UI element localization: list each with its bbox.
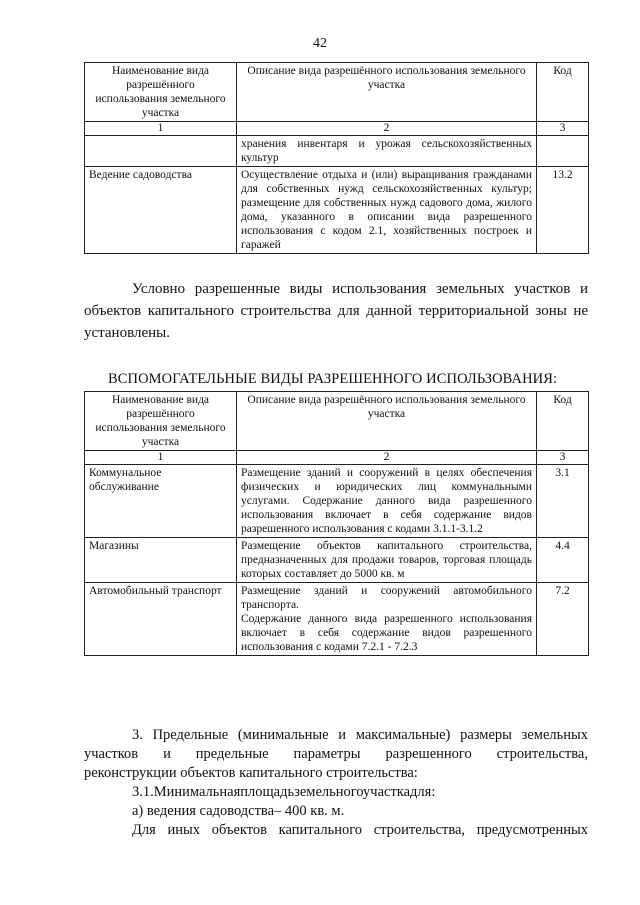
use-code [537, 136, 589, 167]
table-row [85, 583, 589, 656]
table-row [85, 136, 589, 167]
section-3-line: реконструкции объектов капитального строительства: [84, 765, 418, 781]
use-code: 13.2 [537, 167, 589, 254]
use-code: 4.4 [537, 538, 589, 583]
use-description: Размещение объектов капитального строительства, предназначенных для продажи товаров, торговая площадь которых составляет до 5000 кв. м [237, 538, 537, 583]
section-3-line: 3. Предельные (минимальные и максимальные) размеры земельных [132, 727, 588, 743]
table-row [85, 465, 589, 538]
column-number: 3 [537, 122, 589, 136]
column-number: 2 [237, 451, 537, 465]
section-3-line: 3.1.Минимальнаяплощадьземельногоучасткадля: [132, 784, 436, 800]
use-description [237, 583, 537, 656]
column-number: 3 [537, 451, 589, 465]
table-header-row [85, 63, 589, 122]
page-number: 42 [313, 36, 327, 51]
use-description-part: Размещение зданий и сооружений автомобильного транспорта. [241, 585, 532, 611]
header-name: Наименование вида разрешённого использования земельного участка [85, 63, 237, 122]
use-name: Коммунальное обслуживание [85, 465, 237, 538]
auxiliary-use-table [84, 391, 589, 656]
table-row [85, 538, 589, 583]
column-number-row [85, 122, 589, 136]
column-number-row [85, 451, 589, 465]
header-description: Описание вида разрешённого использования земельного участка [237, 392, 537, 451]
header-code: Код [537, 63, 589, 122]
section-3-line: а) ведения садоводства– 400 кв. м. [132, 803, 345, 819]
permitted-use-table [84, 62, 589, 254]
use-code: 7.2 [537, 583, 589, 656]
table-row [85, 167, 589, 254]
use-description-part: Содержание данного вида разрешенного использования включает в себя содержание видов разрешенного использования с кодами 7.2.1 - 7.2.3 [241, 613, 532, 653]
section-3-line: Для иных объектов капитального строительства, предусмотренных [132, 822, 588, 838]
use-description: хранения инвентаря и урожая сельскохозяйственных культур [237, 136, 537, 167]
column-number: 1 [85, 451, 237, 465]
use-name: Магазины [85, 538, 237, 583]
header-name: Наименование вида разрешённого использования земельного участка [85, 392, 237, 451]
conditional-uses-paragraph: Условно разрешенные виды использования земельных участков и объектов капитального строительства для данной территориальной зоны не установлены. [84, 281, 588, 341]
use-name: Ведение садоводства [85, 167, 237, 254]
use-name: Автомобильный транспорт [85, 583, 237, 656]
use-description: Размещение зданий и сооружений в целях обеспечения физических и юридических лиц коммунальными услугами. Содержание данного вида разрешенного использования включает в себя содержание видов разрешенного использования с кодами 3.1.1-3.1.2 [237, 465, 537, 538]
use-description: Осуществление отдыха и (или) выращивания гражданами для собственных нужд сельскохозяйственных культур; размещение для собственных нужд садового дома, жилого дома, указанного в описании вида разрешенного использования с кодом 2.1, хозяйственных построек и гаражей [237, 167, 537, 254]
auxiliary-uses-heading: ВСПОМОГАТЕЛЬНЫЕ ВИДЫ РАЗРЕШЕННОГО ИСПОЛЬЗОВАНИЯ: [108, 371, 558, 387]
table-header-row [85, 392, 589, 451]
use-code: 3.1 [537, 465, 589, 538]
use-name [85, 136, 237, 167]
column-number: 1 [85, 122, 237, 136]
header-description: Описание вида разрешённого использования земельного участка [237, 63, 537, 122]
column-number: 2 [237, 122, 537, 136]
section-3-line: участков и предельные параметры разрешенного строительства, [84, 746, 588, 762]
header-code: Код [537, 392, 589, 451]
